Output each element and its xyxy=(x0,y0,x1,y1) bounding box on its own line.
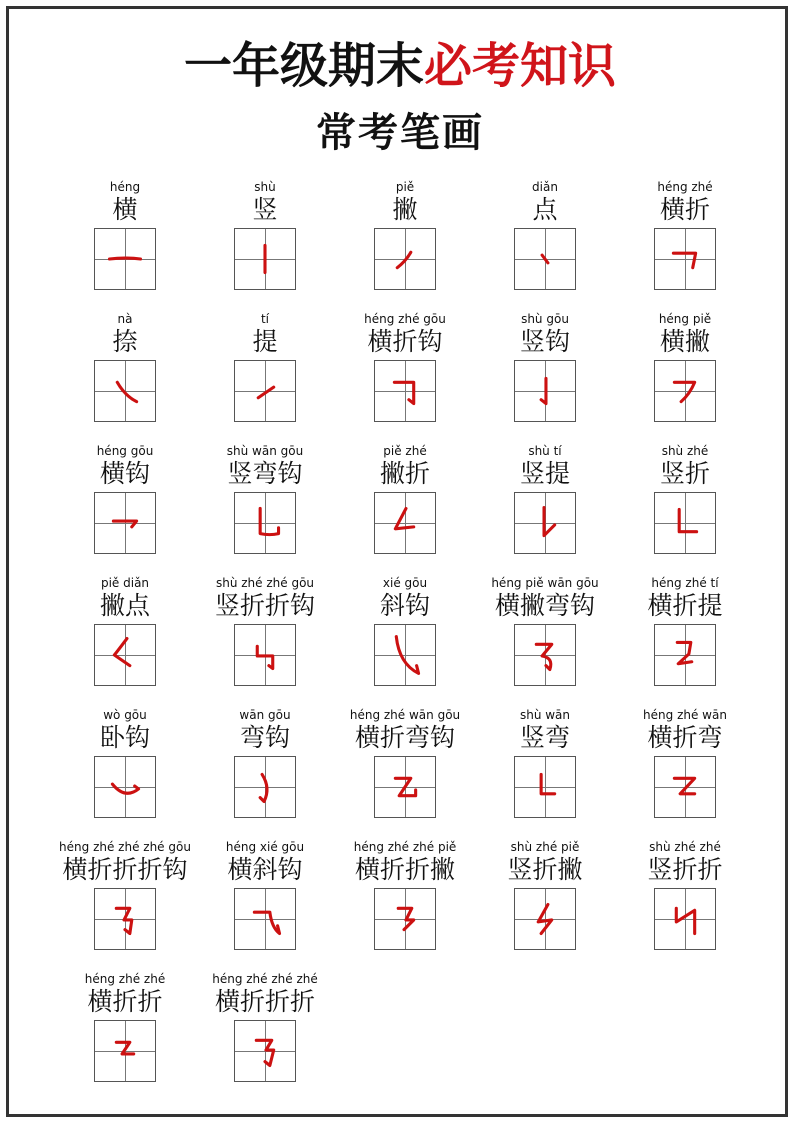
stroke-pinyin: héng zhé zhé xyxy=(84,972,166,986)
stroke-pinyin: héng zhé tí xyxy=(651,576,719,590)
stroke-name: 横折折 xyxy=(87,987,163,1016)
tian-grid-box xyxy=(514,624,576,686)
stroke-shape xyxy=(515,493,575,553)
stroke-shape xyxy=(235,1021,295,1081)
tian-grid-box xyxy=(514,756,576,818)
tian-grid-box xyxy=(374,888,436,950)
stroke-shape xyxy=(375,229,435,289)
tian-grid-box xyxy=(374,624,436,686)
stroke-card xyxy=(190,444,340,574)
stroke-card xyxy=(190,180,340,310)
tian-grid-box xyxy=(94,492,156,554)
stroke-shape xyxy=(235,361,295,421)
stroke-name: 竖钩 xyxy=(519,327,570,356)
stroke-name: 横折弯 xyxy=(647,723,723,752)
stroke-pinyin: héng zhé zhé zhé xyxy=(212,972,318,986)
stroke-shape xyxy=(95,493,155,553)
stroke-pinyin: piě xyxy=(395,180,415,194)
stroke-pinyin: diǎn xyxy=(532,180,558,194)
tian-grid-box xyxy=(94,624,156,686)
stroke-pinyin: wò gōu xyxy=(103,708,147,722)
stroke-card xyxy=(610,840,760,970)
stroke-name: 竖 xyxy=(252,195,278,224)
stroke-pinyin: shù wān xyxy=(519,708,571,722)
stroke-pinyin: héng zhé gōu xyxy=(364,312,446,326)
stroke-card xyxy=(330,576,480,706)
stroke-name: 捺 xyxy=(112,327,138,356)
stroke-card xyxy=(470,576,620,706)
tian-grid-box xyxy=(234,492,296,554)
stroke-pinyin: shù zhé xyxy=(661,444,709,458)
stroke-name: 横折钩 xyxy=(367,327,443,356)
stroke-shape xyxy=(235,889,295,949)
stroke-card xyxy=(190,972,340,1102)
stroke-shape xyxy=(655,625,715,685)
tian-grid-box xyxy=(94,360,156,422)
tian-grid-box xyxy=(514,888,576,950)
stroke-name: 横折 xyxy=(659,195,710,224)
stroke-name: 横撇弯钩 xyxy=(494,591,595,620)
stroke-name: 撇 xyxy=(392,195,418,224)
stroke-name: 弯钩 xyxy=(239,723,290,752)
stroke-pinyin: xié gōu xyxy=(382,576,428,590)
stroke-card xyxy=(50,444,200,574)
stroke-card xyxy=(190,840,340,970)
stroke-shape xyxy=(375,625,435,685)
stroke-card xyxy=(610,444,760,574)
stroke-shape xyxy=(515,625,575,685)
stroke-name: 横撇 xyxy=(659,327,710,356)
stroke-name: 斜钩 xyxy=(379,591,430,620)
stroke-pinyin: héng piě wān gōu xyxy=(491,576,599,590)
stroke-shape xyxy=(655,361,715,421)
stroke-card xyxy=(470,180,620,310)
stroke-card xyxy=(610,576,760,706)
stroke-card xyxy=(50,708,200,838)
stroke-card xyxy=(330,312,480,442)
tian-grid-box xyxy=(654,624,716,686)
tian-grid-box xyxy=(234,360,296,422)
stroke-shape xyxy=(235,625,295,685)
stroke-name: 撇点 xyxy=(99,591,150,620)
stroke-pinyin: héng gōu xyxy=(96,444,154,458)
stroke-name: 横钩 xyxy=(99,459,150,488)
stroke-pinyin: héng zhé wān xyxy=(643,708,727,722)
stroke-card xyxy=(330,180,480,310)
stroke-pinyin: wān gōu xyxy=(239,708,291,722)
stroke-shape xyxy=(515,889,575,949)
stroke-name: 撇折 xyxy=(379,459,430,488)
stroke-card xyxy=(470,840,620,970)
stroke-card xyxy=(190,312,340,442)
stroke-name: 竖折折 xyxy=(647,855,723,884)
stroke-name: 横折提 xyxy=(647,591,723,620)
stroke-name: 横折折折钩 xyxy=(62,855,188,884)
stroke-pinyin: shù zhé piě xyxy=(510,840,580,854)
stroke-pinyin: tí xyxy=(260,312,270,326)
page-subtitle: 常考笔画 xyxy=(316,109,484,156)
stroke-shape xyxy=(515,757,575,817)
tian-grid-box xyxy=(654,888,716,950)
stroke-card xyxy=(50,576,200,706)
stroke-shape xyxy=(515,361,575,421)
stroke-name: 竖提 xyxy=(519,459,570,488)
stroke-shape xyxy=(235,229,295,289)
stroke-shape xyxy=(95,361,155,421)
stroke-pinyin: héng xié gōu xyxy=(225,840,305,854)
stroke-name: 横折折撇 xyxy=(354,855,455,884)
stroke-name: 竖弯钩 xyxy=(227,459,303,488)
stroke-name: 提 xyxy=(252,327,278,356)
stroke-shape xyxy=(95,625,155,685)
stroke-shape xyxy=(235,493,295,553)
stroke-name: 横斜钩 xyxy=(227,855,303,884)
stroke-name: 竖弯 xyxy=(519,723,570,752)
stroke-pinyin: héng zhé zhé piě xyxy=(353,840,457,854)
stroke-card xyxy=(330,840,480,970)
tian-grid-box xyxy=(374,360,436,422)
tian-grid-box xyxy=(234,1020,296,1082)
stroke-card xyxy=(50,972,200,1102)
stroke-shape xyxy=(375,493,435,553)
tian-grid-box xyxy=(94,228,156,290)
stroke-pinyin: héng zhé wān gōu xyxy=(349,708,461,722)
stroke-pinyin: shù wān gōu xyxy=(226,444,304,458)
stroke-name: 竖折 xyxy=(659,459,710,488)
title-part-black: 一年级期末 xyxy=(183,38,424,94)
tian-grid-box xyxy=(234,756,296,818)
stroke-card xyxy=(610,312,760,442)
stroke-name: 竖折撇 xyxy=(507,855,583,884)
stroke-card xyxy=(470,444,620,574)
tian-grid-box xyxy=(654,228,716,290)
stroke-pinyin: shù gōu xyxy=(521,312,569,326)
stroke-name: 横 xyxy=(112,195,138,224)
tian-grid-box xyxy=(94,756,156,818)
tian-grid-box xyxy=(654,756,716,818)
tian-grid-box xyxy=(654,492,716,554)
stroke-shape xyxy=(655,493,715,553)
stroke-shape xyxy=(375,889,435,949)
stroke-card xyxy=(610,708,760,838)
stroke-pinyin: shù zhé zhé gōu xyxy=(215,576,315,590)
tian-grid-box xyxy=(374,756,436,818)
stroke-pinyin: héng piě xyxy=(658,312,712,326)
tian-grid-box xyxy=(514,492,576,554)
tian-grid-box xyxy=(654,360,716,422)
stroke-shape xyxy=(375,757,435,817)
stroke-card xyxy=(610,180,760,310)
stroke-pinyin: héng zhé xyxy=(657,180,713,194)
tian-grid-box xyxy=(234,228,296,290)
stroke-shape xyxy=(95,889,155,949)
stroke-pinyin: shù xyxy=(254,180,276,194)
stroke-shape xyxy=(95,1021,155,1081)
stroke-shape xyxy=(515,229,575,289)
stroke-shape xyxy=(655,757,715,817)
tian-grid-box xyxy=(514,228,576,290)
stroke-card xyxy=(470,312,620,442)
stroke-name: 横折弯钩 xyxy=(354,723,455,752)
stroke-card xyxy=(330,708,480,838)
stroke-card xyxy=(330,444,480,574)
stroke-card xyxy=(190,708,340,838)
stroke-card xyxy=(190,576,340,706)
stroke-name: 点 xyxy=(532,195,558,224)
tian-grid-box xyxy=(94,888,156,950)
page-title xyxy=(0,36,800,96)
stroke-pinyin: shù tí xyxy=(528,444,562,458)
stroke-pinyin: héng zhé zhé zhé gōu xyxy=(59,840,191,854)
stroke-shape xyxy=(375,361,435,421)
stroke-card xyxy=(470,708,620,838)
stroke-pinyin: shù zhé zhé xyxy=(649,840,721,854)
stroke-pinyin: héng xyxy=(109,180,141,194)
tian-grid-box xyxy=(94,1020,156,1082)
tian-grid-box xyxy=(234,624,296,686)
tian-grid-box xyxy=(514,360,576,422)
stroke-name: 竖折折钩 xyxy=(214,591,315,620)
stroke-name: 卧钩 xyxy=(99,723,150,752)
stroke-name: 横折折折 xyxy=(214,987,315,1016)
stroke-shape xyxy=(95,229,155,289)
stroke-card xyxy=(50,180,200,310)
title-part-red: 必考知识 xyxy=(424,38,617,94)
stroke-shape xyxy=(655,889,715,949)
stroke-shape xyxy=(235,757,295,817)
stroke-pinyin: piě diǎn xyxy=(100,576,150,590)
stroke-shape xyxy=(655,229,715,289)
tian-grid-box xyxy=(374,492,436,554)
stroke-pinyin: nà xyxy=(117,312,133,326)
stroke-pinyin: piě zhé xyxy=(383,444,427,458)
tian-grid-box xyxy=(234,888,296,950)
stroke-card xyxy=(50,840,200,970)
stroke-card xyxy=(50,312,200,442)
stroke-shape xyxy=(95,757,155,817)
tian-grid-box xyxy=(374,228,436,290)
